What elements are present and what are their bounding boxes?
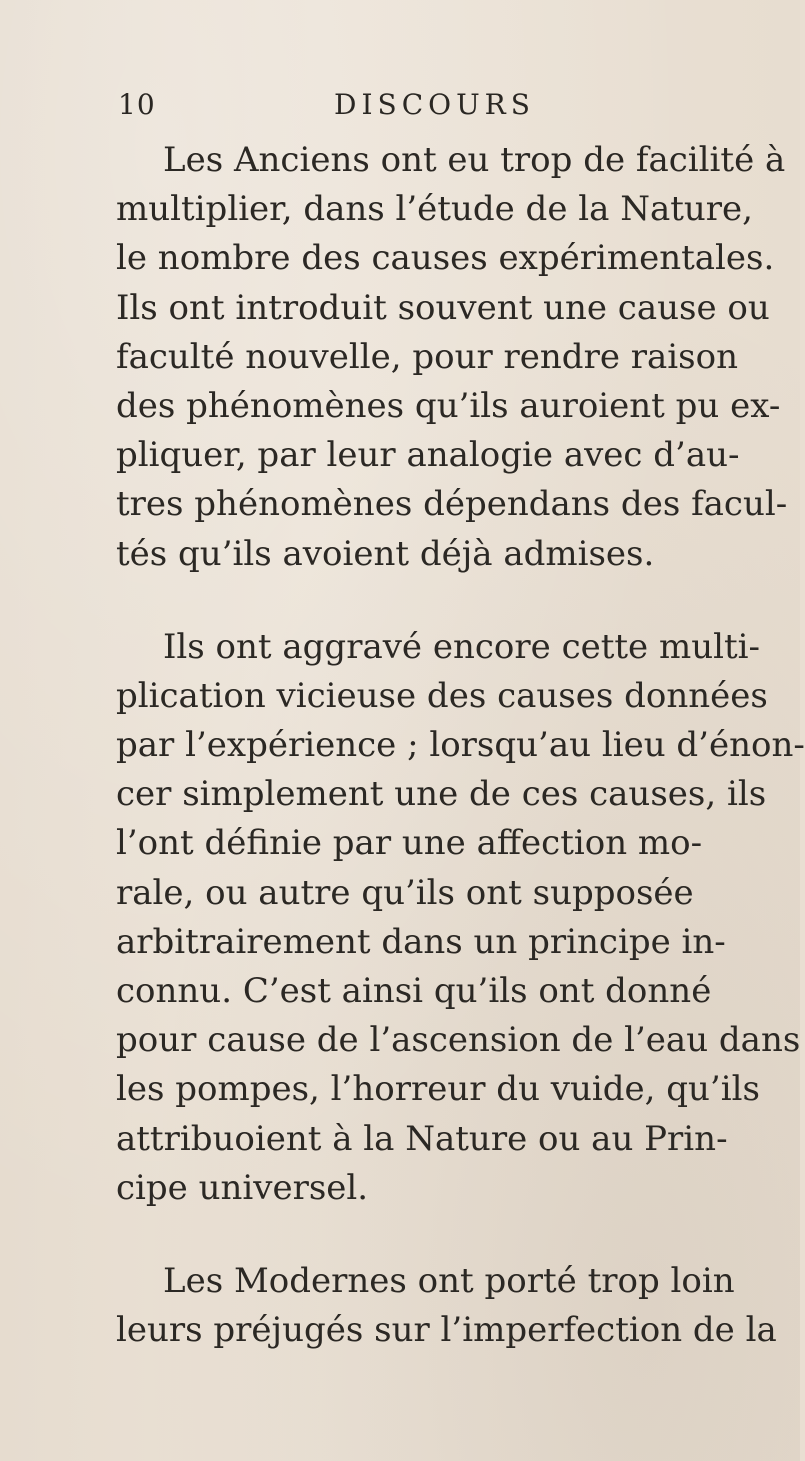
text-line: pliquer, par leur analogie avec d’au- xyxy=(116,435,740,476)
paragraph-gap xyxy=(116,1213,711,1257)
text-line: rale, ou autre qu’ils ont supposée xyxy=(116,872,694,913)
text-line: des phénomènes qu’ils auroient pu ex- xyxy=(116,385,781,426)
text-line: arbitrairement dans un principe in- xyxy=(116,921,726,962)
text-line: tres phénomènes dépendans des facul- xyxy=(116,484,788,525)
text-line: cipe universel. xyxy=(116,1167,369,1208)
paragraph xyxy=(116,1257,777,1355)
page-header xyxy=(118,88,718,138)
text-line: plication vicieuse des causes données xyxy=(116,675,768,716)
paragraph xyxy=(116,136,788,579)
text-line: le nombre des causes expérimentales. xyxy=(116,238,775,279)
text-line: attribuoient à la Nature ou au Prin- xyxy=(116,1118,728,1159)
text-line: leurs préjugés sur l’imperfection de la xyxy=(116,1310,777,1351)
paragraph-gap xyxy=(116,579,711,623)
text-line: les pompes, l’horreur du vuide, qu’ils xyxy=(116,1069,760,1110)
text-line: Les Modernes ont porté trop loin xyxy=(163,1260,735,1301)
paragraph xyxy=(116,623,805,1213)
text-line: connu. C’est ainsi qu’ils ont donné xyxy=(116,971,712,1011)
text-line: faculté nouvelle, pour rendre raison xyxy=(116,336,738,377)
body-text xyxy=(116,136,805,1355)
text-line: pour cause de l’ascension de l’eau dans xyxy=(116,1020,801,1061)
text-line: Ils ont aggravé encore cette multi- xyxy=(163,626,761,667)
text-line: multiplier, dans l’étude de la Nature, xyxy=(116,189,753,230)
text-line: l’ont définie par une affection mo- xyxy=(116,823,703,864)
text-line: Les Anciens ont eu trop de facilité à xyxy=(163,140,786,180)
text-line: Ils ont introduit souvent une cause ou xyxy=(116,287,770,328)
running-head: DISCOURS xyxy=(334,88,535,121)
text-line: cer simplement une de ces causes, ils xyxy=(116,774,767,815)
text-line: tés qu’ils avoient déjà admises. xyxy=(116,533,655,574)
text-line: par l’expérience ; lorsqu’au lieu d’énon- xyxy=(116,725,805,766)
page-number: 10 xyxy=(118,88,156,121)
